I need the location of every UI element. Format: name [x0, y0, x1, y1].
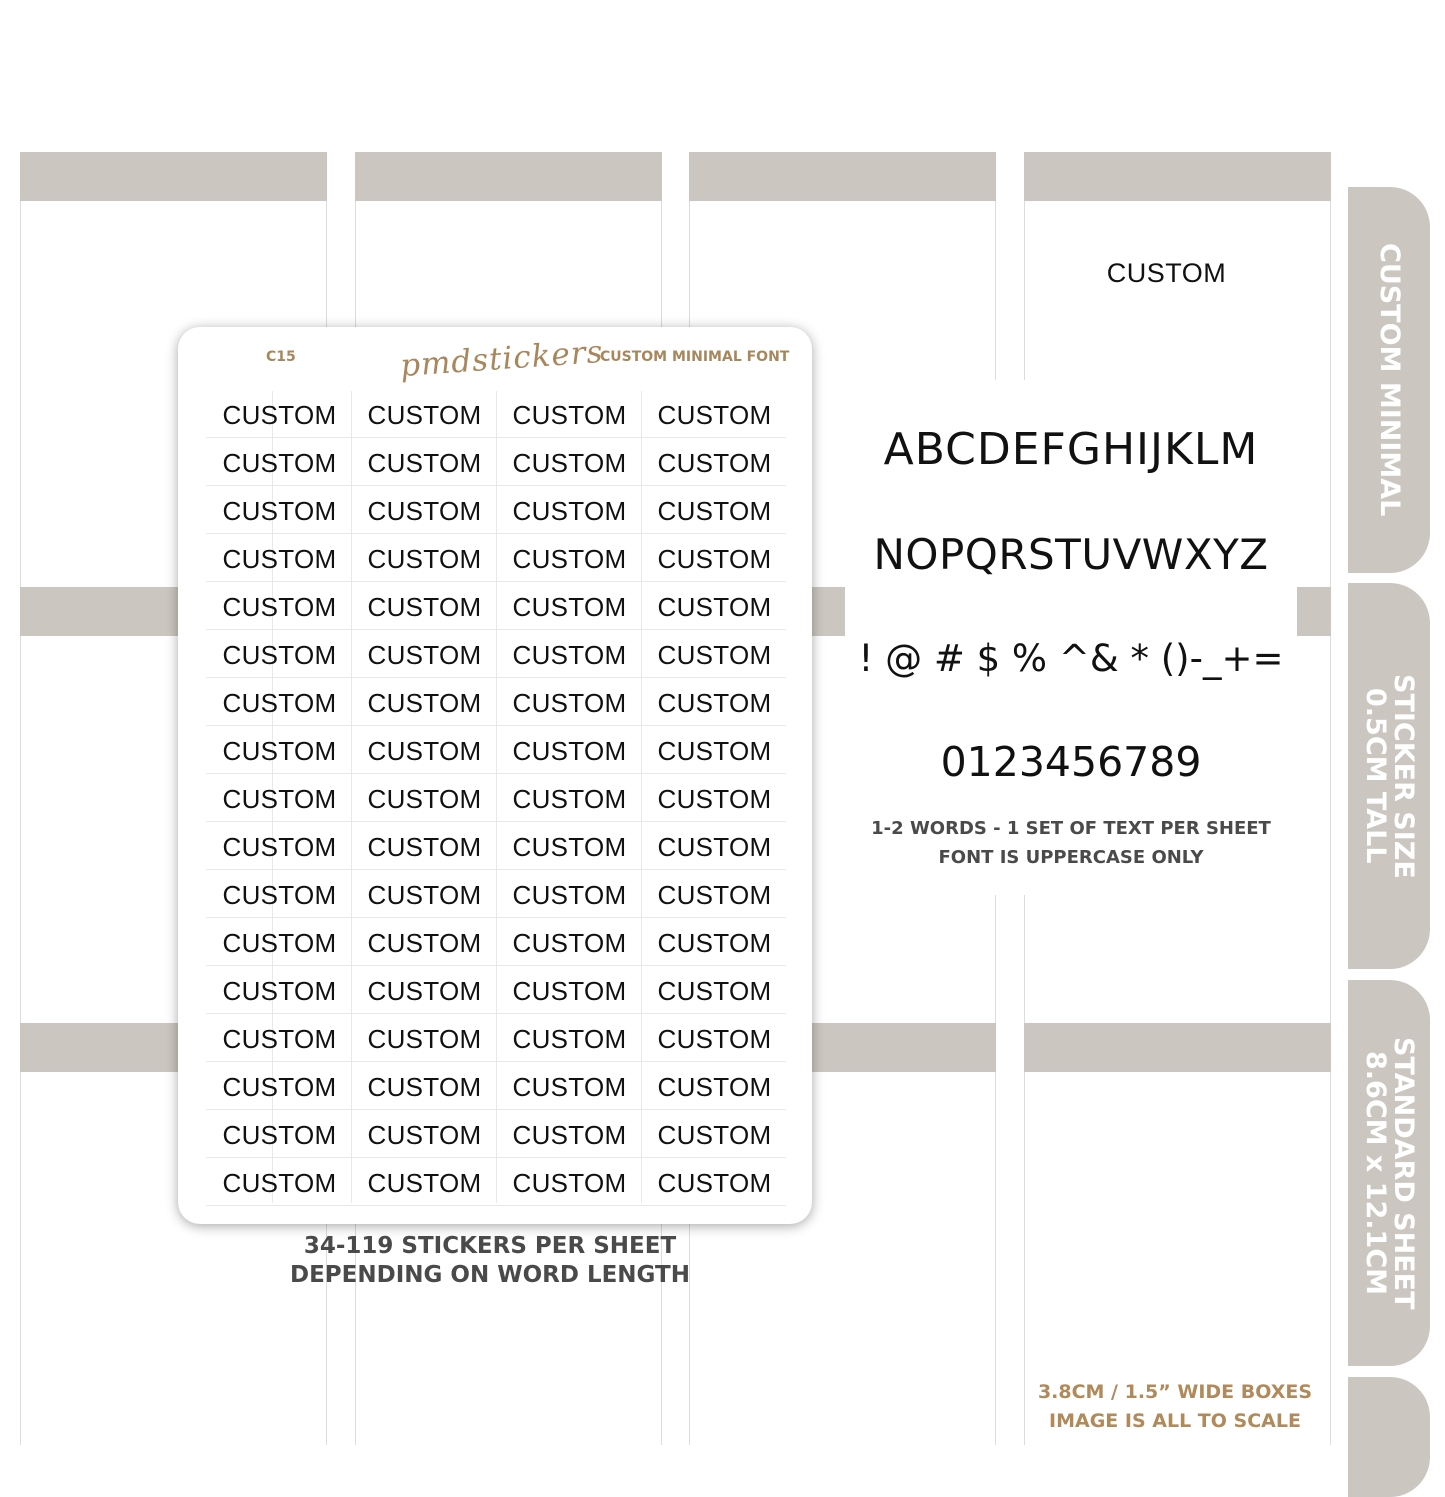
sticker-label: CUSTOM: [222, 784, 337, 814]
sticker-label: CUSTOM: [512, 736, 627, 766]
sticker-label: CUSTOM: [222, 880, 337, 910]
tab-label-line: STANDARD SHEET: [1388, 1036, 1419, 1310]
font-note-line: 1-2 WORDS - 1 SET OF TEXT PER SHEET: [871, 818, 1271, 839]
sticker-label: CUSTOM: [512, 688, 627, 718]
sticker-label: CUSTOM: [222, 448, 337, 478]
sticker-label: CUSTOM: [367, 448, 482, 478]
digits-line: 0123456789: [940, 738, 1202, 786]
tab-label-line: CUSTOM MINIMAL: [1374, 243, 1405, 517]
sticker-label: CUSTOM: [367, 928, 482, 958]
sticker-label: CUSTOM: [657, 400, 772, 430]
sticker-label: CUSTOM: [512, 448, 627, 478]
sticker-label: CUSTOM: [512, 640, 627, 670]
scale-note-line: 3.8CM / 1.5” WIDE BOXES: [1037, 1381, 1313, 1403]
sticker-label: CUSTOM: [367, 640, 482, 670]
sticker-label: CUSTOM: [512, 1120, 627, 1150]
sticker-label: CUSTOM: [512, 976, 627, 1006]
header-band: [1024, 152, 1331, 201]
font-preview-panel: [845, 380, 1297, 895]
sticker-label: CUSTOM: [367, 832, 482, 862]
sheet-title: CUSTOM MINIMAL FONT: [600, 349, 790, 365]
sticker-label: CUSTOM: [367, 688, 482, 718]
symbols-line: ! @ # $ % ^& * ()-_+=: [858, 637, 1284, 680]
sticker-sheet: [178, 327, 812, 1224]
sticker-label: CUSTOM: [657, 736, 772, 766]
sticker-label: CUSTOM: [512, 400, 627, 430]
sticker-label: CUSTOM: [367, 1024, 482, 1054]
sticker-grid: [206, 391, 786, 1203]
divider-band: [1024, 1023, 1331, 1072]
sticker-label: CUSTOM: [222, 640, 337, 670]
font-note-line: FONT IS UPPERCASE ONLY: [938, 847, 1204, 868]
sticker-label: CUSTOM: [657, 1120, 772, 1150]
sticker-label: CUSTOM: [367, 976, 482, 1006]
tab-label: [1375, 243, 1403, 516]
sheet-code: C15: [266, 349, 296, 365]
sticker-label: CUSTOM: [222, 1072, 337, 1102]
sticker-label: CUSTOM: [657, 448, 772, 478]
sticker-label: CUSTOM: [657, 1168, 772, 1198]
sticker-label: CUSTOM: [367, 1168, 482, 1198]
planner-sample-sticker: CUSTOM: [1106, 258, 1227, 288]
sticker-label: CUSTOM: [512, 1024, 627, 1054]
sticker-label: CUSTOM: [657, 688, 772, 718]
sheet-caption: [230, 1232, 750, 1290]
scale-note-line: IMAGE IS ALL TO SCALE: [1049, 1410, 1301, 1432]
sticker-label: CUSTOM: [367, 496, 482, 526]
sticker-label: CUSTOM: [367, 592, 482, 622]
sticker-label: CUSTOM: [657, 880, 772, 910]
caption-line: DEPENDING ON WORD LENGTH: [290, 1262, 690, 1288]
sticker-label: CUSTOM: [367, 1120, 482, 1150]
sticker-label: CUSTOM: [512, 592, 627, 622]
sticker-label: CUSTOM: [222, 832, 337, 862]
sticker-label: CUSTOM: [222, 544, 337, 574]
sticker-label: CUSTOM: [367, 784, 482, 814]
sticker-label: CUSTOM: [657, 832, 772, 862]
header-band: [20, 152, 327, 201]
sticker-label: CUSTOM: [367, 400, 482, 430]
side-tab-sheet-size: [1348, 980, 1430, 1366]
sticker-label: CUSTOM: [512, 832, 627, 862]
side-tab-empty: [1348, 1377, 1430, 1497]
tab-label-line: 8.6CM x 12.1CM: [1360, 1050, 1391, 1296]
sticker-label: CUSTOM: [512, 784, 627, 814]
tab-label: [1361, 1037, 1417, 1310]
sticker-label: CUSTOM: [657, 1072, 772, 1102]
tab-label: [1361, 674, 1417, 879]
side-tab-font-name: [1348, 187, 1430, 573]
sticker-label: CUSTOM: [222, 1120, 337, 1150]
sticker-label: CUSTOM: [222, 1024, 337, 1054]
sticker-label: CUSTOM: [512, 880, 627, 910]
alphabet-line-2: NOPQRSTUVWXYZ: [873, 530, 1269, 579]
sticker-label: CUSTOM: [657, 1024, 772, 1054]
sticker-label: CUSTOM: [657, 640, 772, 670]
alphabet-line-1: ABCDEFGHIJKLM: [883, 424, 1259, 475]
scale-note: [1025, 1378, 1325, 1436]
sticker-label: CUSTOM: [512, 544, 627, 574]
sticker-label: CUSTOM: [367, 1072, 482, 1102]
sticker-label: CUSTOM: [512, 1072, 627, 1102]
sticker-label: CUSTOM: [222, 688, 337, 718]
sticker-label: CUSTOM: [367, 736, 482, 766]
header-band: [689, 152, 996, 201]
sticker-label: CUSTOM: [222, 976, 337, 1006]
font-note: [845, 814, 1297, 872]
sticker-label: CUSTOM: [657, 928, 772, 958]
tab-label-line: 0.5CM TALL: [1360, 688, 1391, 864]
sticker-label: CUSTOM: [222, 400, 337, 430]
sticker-label: CUSTOM: [222, 1168, 337, 1198]
sticker-label: CUSTOM: [367, 880, 482, 910]
sticker-label: CUSTOM: [512, 1168, 627, 1198]
sticker-label: CUSTOM: [512, 496, 627, 526]
brand-logo: pmdstickers: [398, 333, 605, 385]
header-band: [355, 152, 662, 201]
tab-label-line: STICKER SIZE: [1388, 673, 1419, 879]
sticker-label: CUSTOM: [512, 928, 627, 958]
sticker-label: CUSTOM: [657, 592, 772, 622]
sticker-label: CUSTOM: [657, 496, 772, 526]
sticker-label: CUSTOM: [222, 592, 337, 622]
caption-line: 34-119 STICKERS PER SHEET: [303, 1233, 677, 1259]
sticker-label: CUSTOM: [222, 928, 337, 958]
sticker-label: CUSTOM: [367, 544, 482, 574]
sticker-label: CUSTOM: [222, 496, 337, 526]
sticker-label: CUSTOM: [222, 736, 337, 766]
sticker-label: CUSTOM: [657, 976, 772, 1006]
sticker-label: CUSTOM: [657, 784, 772, 814]
sticker-label: CUSTOM: [657, 544, 772, 574]
side-tab-sticker-size: [1348, 583, 1430, 969]
